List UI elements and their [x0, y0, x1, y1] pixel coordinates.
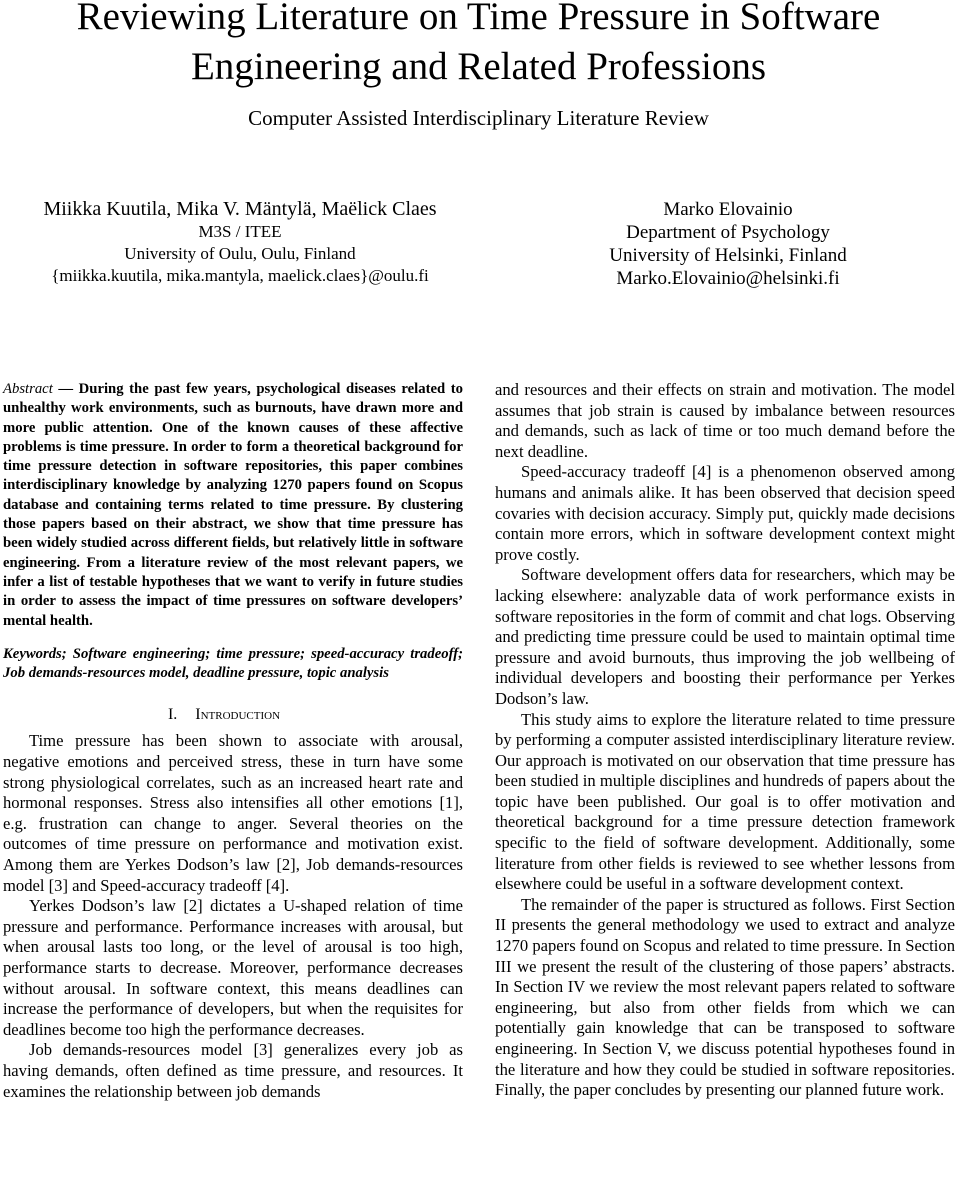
author-name: Marko Elovainio [663, 199, 793, 220]
abstract-text: During the past few years, psychological diseases related to unhealthy work environments, such as burnouts, have drawn more and more public attention. One of the known causes of these affective problems is time pressure. In order to form a theoretical background for time pressure detection in software repositories, this paper combines interdisciplinary knowledge by analyzing 1270 papers found on Scopus database and containing terms related to time pressure. By clustering those papers based on their abstract, we show that time pressure has been widely studied across different fields, but relatively little in software engineering. From a literature review of the most relevant papers, we infer a list of testable hypotheses that we want to verify in future studies in order to assess the impact of time pressures on software developers’ mental health. [3, 381, 464, 629]
paper-title [0, 0, 957, 92]
author-email: Marko.Elovainio@helsinki.fi [616, 268, 840, 289]
body-paragraph: Job demands-resources model [3] generalizes every job as having demands, often defined as time pressure, and resources. It examines the relationship between job demands [3, 1040, 463, 1101]
section-number: I. [167, 706, 178, 724]
body-paragraph: Speed-accuracy tradeoff [4] is a phenomenon observed among humans and animals alike. It has been observed that decision speed covaries with decision accuracy. Simply put, quickly made decisions contain more errors, which in software development context might prove costly. [495, 462, 955, 564]
author-block-right [478, 198, 957, 290]
author-unit: M3S / ITEE [198, 222, 282, 241]
body-paragraph: Yerkes Dodson’s law [2] dictates a U-shaped relation of time pressure and performance. Performance increases with arousal, but when arousal lasts too long, or the level of arousal is too high, performance starts to decrease. Moreover, performance decreases without arousal. In software context, this means deadlines can increase the performance of developers, but when the requisites for deadlines become too high the performance decreases. [3, 896, 463, 1039]
body-paragraph: Software development offers data for researchers, which may be lacking elsewhere: analyzable data of work performance exists in software repositories in the form of commit and chat logs. Observing and predicting time pressure could be used to maintain optimal time pressure and avoid burnouts, thus improving the job wellbeing of individual developers and boosting their performance per Yerkes Dodson’s law. [495, 565, 955, 708]
keywords: Keywords; Software engineering; time pressure; speed-accuracy tradeoff; Job demands-resources model, deadline pressure, topic analysis [3, 645, 463, 682]
abstract-label: Abstract [3, 381, 53, 397]
paper-title-line-1: Reviewing Literature on Time Pressure in Software [76, 0, 881, 38]
author-institution: University of Helsinki, Finland [609, 245, 847, 266]
paper-title-line-2: Engineering and Related Professions [190, 45, 767, 88]
paper-subtitle: Computer Assisted Interdisciplinary Literature Review [248, 106, 709, 130]
author-department: Department of Psychology [626, 222, 830, 243]
body-paragraph: Time pressure has been shown to associate with arousal, negative emotions and perceived stress, these in turn have some strong physiological correlates, such as an increased heart rate and hormonal responses. Stress also intensifies all other emotions [1], e.g. frustration can change to anger. Several theories on the outcomes of time pressure on performance and motivation exist. Among them are Yerkes Dodson’s law [2], Job demands-resources model [3] and Speed-accuracy tradeoff [4]. [3, 731, 463, 895]
section-heading [3, 705, 463, 725]
body-paragraph: and resources and their effects on strain and motivation. The model assumes that job strain is caused by imbalance between resources and demands, such as lack of time or too much demand before the next deadline. [495, 380, 955, 461]
author-names: Miikka Kuutila, Mika V. Mäntylä, Maëlick Claes [43, 198, 437, 220]
author-institution: University of Oulu, Oulu, Finland [124, 244, 356, 263]
right-column [495, 380, 955, 1101]
author-block-left [0, 198, 480, 287]
author-emails: {miikka.kuutila, mika.mantyla, maelick.claes}@oulu.fi [51, 266, 429, 285]
abstract [3, 380, 463, 631]
body-paragraph: The remainder of the paper is structured as follows. First Section II presents the general methodology we used to extract and analyze 1270 papers found on Scopus and related to time pressure. In Section III we present the result of the clustering of those papers’ abstracts. In Section IV we review the most relevant papers related to software engineering, but also from other fields from which we can potentially gain knowledge that can be transposed to software engineering. In Section V, we discuss potential hypotheses found in the literature and how they could be studied in software repositories. Finally, the paper concludes by presenting our planned future work. [495, 894, 955, 1100]
left-column [3, 380, 463, 1102]
abstract-dash: — [52, 381, 79, 397]
body-paragraph: This study aims to explore the literature related to time pressure by performing a computer assisted interdisciplinary literature review. Our approach is motivated on our observation that time pressure has been studied in multiple disciplines and hundreds of papers about the topic have been published. Our goal is to offer motivation and theoretical background for a time pressure detection framework specific to the field of software development. Additionally, some literature from other fields is reviewed to see whether lessons from elsewhere could be useful in a software development context. [495, 709, 955, 894]
section-title: Introduction [195, 706, 281, 724]
